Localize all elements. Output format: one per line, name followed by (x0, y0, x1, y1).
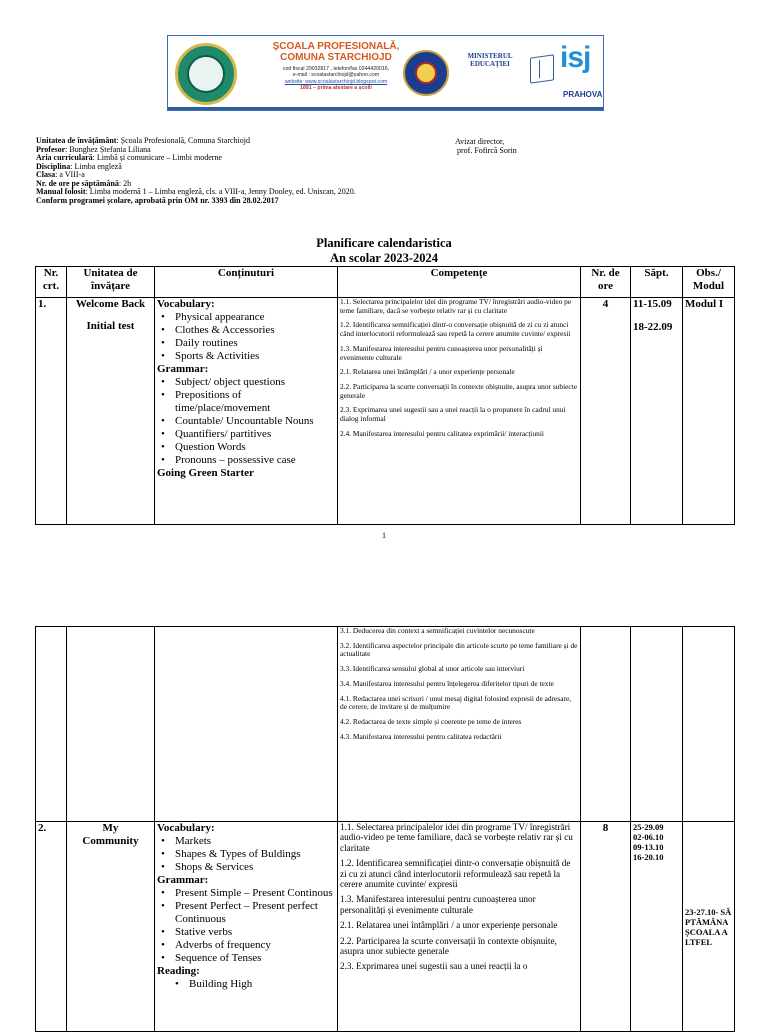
list-item: • Adverbs of frequency (173, 939, 335, 952)
header-banner (167, 35, 604, 111)
row-number: 1. (36, 298, 67, 525)
competence-item: 3.4. Manifestarea interesului pentru înțelegerea diferitelor tipuri de texte (340, 678, 554, 688)
list-item: • Shapes & Types of Buldings (173, 848, 335, 861)
competence-item: 2.2. Participarea la scurte conversații în contexte obișnuite, asupra unor subiecte generale (340, 381, 578, 400)
school-website-link[interactable]: website: www.scoalastarchiojd.blogspot.com (284, 78, 388, 85)
column-header-obs: Obs./ Modul (683, 267, 735, 298)
week-cell: 25-29.09 02-06.10 09-13.10 16-20.10 (631, 822, 683, 1032)
competence-item: 2.1. Relatarea unei întâmplări / a unor experiențe personale (340, 367, 515, 377)
week-cell: 11-15.09 18-22.09 (631, 298, 683, 525)
obs-cell: Modul I (683, 298, 735, 525)
competence-item: 1.3. Manifestarea interesului pentru cunoașterea unor personalități și evenimente culturale (340, 343, 543, 362)
column-header-content: Conținuturi (155, 267, 338, 298)
competence-item: 3.2. Identificarea aspectelor principale din articole scurte pe teme familiare și de actualitate (340, 640, 578, 659)
list-item: • Countable/ Uncountable Nouns (173, 415, 335, 428)
table-header-row (36, 267, 735, 298)
planning-table-continued (35, 626, 735, 1032)
school-year: An scolar 2023-2024 (329, 251, 439, 265)
list-item: • Subject/ object questions (173, 376, 335, 389)
list-item: • Pronouns – possessive case (173, 454, 335, 467)
document-title: Planificare calendaristica (316, 236, 452, 250)
competence-item: 2.3. Exprimarea unei sugestii sau a unei reacții la o (340, 961, 528, 972)
competence-item: 4.2. Redactarea de texte simple și coerente pe teme de interes (340, 716, 522, 726)
competence-item: 2.2. Participarea la scurte conversații în contexte obișnuite, asupra unor subiecte generale (340, 935, 557, 957)
competence-item: 2.3. Exprimarea unei sugestii sau a unei reacții la o propunere în cadrul unui dialog informal (340, 405, 566, 424)
unit-cell: My Community (67, 822, 155, 1032)
competences-cell (338, 822, 581, 1032)
list-item: • Sports & Activities (173, 350, 335, 363)
director-approval: Avizat director, prof. Fofircă Sorin (455, 137, 517, 155)
competences-cell (338, 627, 581, 822)
list-item: • Question Words (173, 441, 335, 454)
unit-cell: Welcome Back Initial test (67, 298, 155, 525)
competence-item: 1.2. Identificarea semnificației dintr-o conversație obișnuită de zi cu zi atunci când interlocutorii reformulează sau repetă la cerere anumite cuvinte/ expresii (340, 320, 571, 339)
table-row (36, 627, 735, 822)
competence-item: 1.3. Manifestarea interesului pentru cunoașterea unor personalități și evenimente culturale (340, 894, 536, 915)
list-item: • Quantifiers/ partitives (173, 428, 335, 441)
column-header-hours: Nr. de ore (581, 267, 631, 298)
content-cell: Vocabulary: • Physical appearance • Clothes & Accessories • Daily routines • Sports & Activities Grammar: • Subject/ object questions • Prepositions of time/place/movement • Countable/ Uncountable Nouns • Quantifiers/ partitives • Question Words • Pronouns – possessive case Going Green Starter (155, 298, 338, 525)
list-item: • Prepositions of time/place/movement (173, 389, 335, 415)
list-item: • Building High (187, 978, 335, 991)
reading-list (157, 978, 335, 991)
banner-divider (168, 107, 603, 110)
book-icon (530, 54, 554, 83)
column-header-week: Săpt. (631, 267, 683, 298)
hours-cell: 8 (581, 822, 631, 1032)
isj-county: PRAHOVA (563, 90, 603, 99)
content-cell: Vocabulary: • Markets • Shapes & Types of Buldings • Shops & Services Grammar: • Present Simple – Present Continous • Present Perfect – Present perfect Continuous • Stative verbs • Adverbs of frequency • Sequence of Tenses Reading: • Building High (155, 822, 338, 1032)
column-header-unit: Unitatea de învățare (67, 267, 155, 298)
vocabulary-list (157, 835, 335, 874)
competence-item: 4.1. Redactarea unei scrisori / unui mesaj digital folosind expresii de adresare, de cerere, de invitare și de mulțumire (340, 693, 572, 712)
list-item: • Present Simple – Present Continous (173, 887, 335, 900)
school-logo-icon (175, 43, 237, 105)
grammar-list (157, 887, 335, 965)
column-header-competences: Competențe (338, 267, 581, 298)
competence-item: 2.4. Manifestarea interesului pentru calitatea exprimării/ interacțiunii (340, 428, 544, 438)
competence-item: 2.1. Relatarea unei întâmplări / a unor experiențe personale (340, 920, 558, 931)
list-item: • Daily routines (173, 337, 335, 350)
school-contact-info: cod fiscal 29032817 , telefon/fax 0244420016, e-mail : scoalastarchiojd@yahoo.com website: www.scoalastarchiojd.blogspot.com 1891 – prima atestare a școlii (246, 66, 426, 92)
list-item: • Sequence of Tenses (173, 952, 335, 965)
list-item: • Markets (173, 835, 335, 848)
competence-item: 3.3. Identificarea sensului global al unor articole sau interviuri (340, 664, 525, 674)
competence-item: 3.1. Deducerea din context a semnificației cuvintelor necunoscute (340, 626, 535, 635)
row-number: 2. (36, 822, 67, 1032)
list-item: • Clothes & Accessories (173, 324, 335, 337)
government-seal-icon (403, 50, 449, 96)
competence-item: 1.1. Selectarea principalelor idei din programe TV/ înregistrări audio-video pe teme familiare, dacă se vorbește relativ rar și cu claritate (340, 822, 573, 853)
page-gap (0, 560, 768, 626)
column-header-nr: Nr. crt. (36, 267, 67, 298)
competence-item: 1.1. Selectarea principalelor idei din programe TV/ înregistrări audio-video pe teme familiare, dacă se vorbește relativ rar și cu claritate (340, 297, 572, 315)
planning-table (35, 266, 735, 525)
competence-item: 1.2. Identificarea semnificației dintr-o conversație obișnuită de zi cu zi atunci când interlocutorii reformulează sau repetă la cerere anumite cuvinte/ expresii (340, 858, 571, 890)
page-number: 1 (382, 531, 386, 540)
ministry-name: MINISTERUL EDUCAȚIEI (467, 52, 513, 68)
table-row (36, 298, 735, 525)
isj-logo: isj (560, 41, 591, 74)
list-item: • Stative verbs (173, 926, 335, 939)
list-item: • Shops & Services (173, 861, 335, 874)
list-item: • Physical appearance (173, 311, 335, 324)
school-name: ȘCOALA PROFESIONALĂ, COMUNA STARCHIOJD (272, 41, 400, 63)
vocabulary-list (157, 311, 335, 363)
hours-cell: 4 (581, 298, 631, 525)
competences-cell (338, 298, 581, 525)
competence-item: 4.3. Manifestarea interesului pentru calitatea redactării (340, 731, 502, 741)
list-item: • Present Perfect – Present perfect Continuous (173, 900, 335, 926)
table-row (36, 822, 735, 1032)
document-info-block: Unitatea de învățământ: Școala Profesională, Comuna Starchiojd Profesor: Bunghez Ștefania Liliana Aria curriculară: Limbă și comunicare – Limbi moderne Disciplina: Limba engleză Clasa: a VIII-a Nr. de ore pe săptămână: 2h Manual folosit: Limba modernă 1 – Limba engleză, cls. a VIII-a, Jenny Dooley, ed. Uniscan, 2020. Conform programei școlare, aprobată prin OM nr. 3393 din 28.02.2017 (36, 136, 356, 205)
obs-cell: 23-27.10- SĂPTĂMÂNA ȘCOALA ALTFEL (683, 822, 735, 1032)
document-page-2 (0, 626, 768, 1024)
grammar-list (157, 376, 335, 467)
